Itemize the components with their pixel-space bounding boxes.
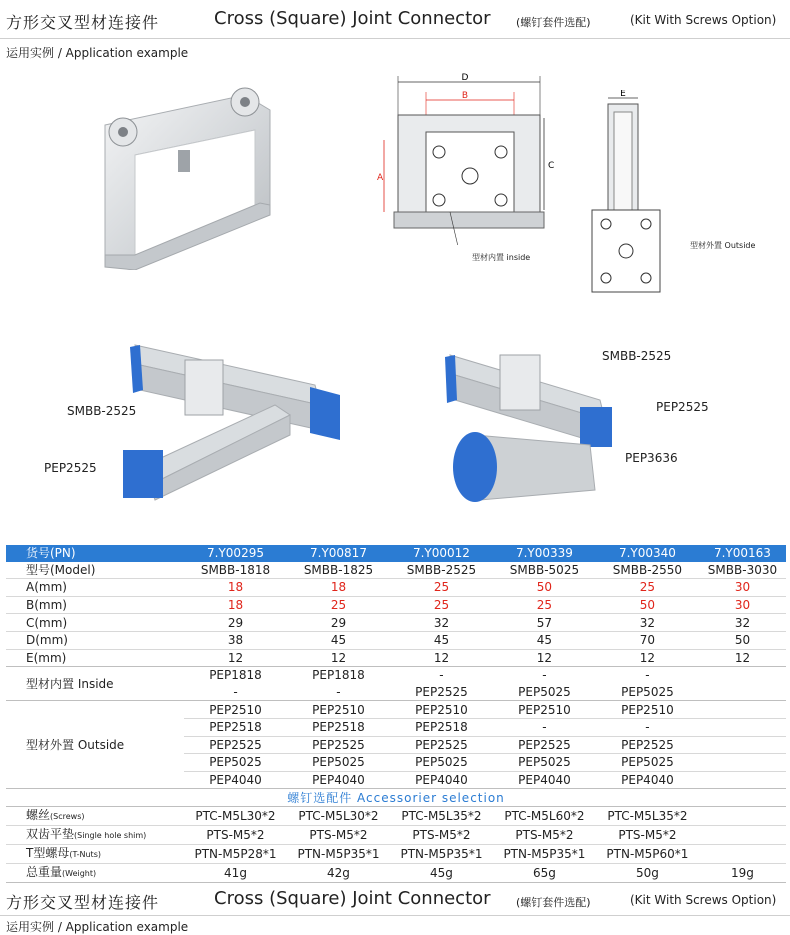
right-connector-label: SMBB-2525 [602,349,672,363]
table-cell: SMBB-3030 [699,562,786,579]
table-cell [699,684,786,701]
table-cell: 18 [184,579,287,597]
left-connector-label: SMBB-2525 [67,404,137,418]
footer-title-cn: 方形交叉型材连接件 [6,893,160,912]
table-row [6,579,786,597]
table-cell: 7.Y00340 [596,545,699,562]
table-cell: PEP1818 [312,668,365,683]
table-cell: 32 [390,614,493,632]
table-cell: PTC-M5L35*2 [596,806,699,825]
table-cell [699,667,786,684]
dim-c: C [548,161,555,171]
table-cell: PEP2518 [184,718,287,736]
table-cell: 45g [390,863,493,882]
table-cell: PEP4040 [493,771,596,789]
footer-application-caption: 运用实例 / Application example [6,920,189,934]
table-cell: 12 [596,649,699,667]
table-cell: PTN-M5P35*1 [287,844,390,863]
table-cell: PTN-M5P28*1 [184,844,287,863]
table-cell [699,754,786,772]
outside-label: 型材外置 Outside [6,701,184,789]
accessories-title: 螺钉选配件 Accessorier selection [6,789,786,807]
table-cell: PEP5025 [493,684,596,701]
table-cell: 50g [596,863,699,882]
table-cell: 45 [287,631,390,649]
table-cell: PTC-M5L30*2 [184,806,287,825]
right-cap2-label: PEP3636 [625,451,678,465]
table-cell: PEP5025 [493,754,596,772]
screws-label [6,806,184,825]
table-cell: 30 [699,596,786,614]
table-row [6,562,786,579]
table-row [6,825,786,844]
table-cell: SMBB-2550 [596,562,699,579]
table-cell: PEP2525 [596,736,699,754]
screws-label-en: (Screws) [50,811,85,821]
table-cell [699,844,786,863]
footer-option-en: (Kit With Screws Option) [630,893,777,907]
dim-d: D [461,73,469,83]
table-cell: 25 [287,596,390,614]
shim-label [6,825,184,844]
table-cell: 50 [699,631,786,649]
connector-photo [95,85,280,270]
table-cell: PTN-M5P35*1 [390,844,493,863]
shim-label-cn: 双齿平垫 [26,826,75,841]
table-cell: PTS-M5*2 [287,825,390,844]
table-row [6,806,786,825]
table-cell: 70 [596,631,699,649]
table-cell: - [287,684,390,701]
application-photo-left [105,335,345,505]
table-cell: 32 [699,614,786,632]
b-label: B(mm) [6,596,184,614]
table-cell: PTC-M5L35*2 [390,806,493,825]
weight-label [6,863,184,882]
table-cell: PEP5025 [287,754,390,772]
table-cell: 19g [699,863,786,882]
table-cell: 42g [287,863,390,882]
table-cell: 29 [287,614,390,632]
table-cell: SMBB-1825 [287,562,390,579]
table-row [6,701,786,719]
table-cell: PEP2518 [287,718,390,736]
table-row [6,631,786,649]
table-cell: - [596,718,699,736]
table-cell: PEP2518 [390,718,493,736]
table-cell: 25 [596,579,699,597]
table-cell: PEP5025 [596,684,699,701]
table-cell: PTS-M5*2 [184,825,287,844]
table-cell: - [493,718,596,736]
table-cell [699,736,786,754]
application-caption: 运用实例 / Application example [6,46,189,60]
table-cell: PEP2525 [390,736,493,754]
table-cell: PEP2525 [287,736,390,754]
table-cell: - [184,684,287,701]
title-cn: 方形交叉型材连接件 [6,13,160,32]
table-cell [699,771,786,789]
side-dimension-drawing [586,90,666,295]
a-label: A(mm) [6,579,184,597]
table-cell: - [439,668,444,683]
front-dimension-drawing [368,70,568,245]
table-cell: 7.Y00012 [390,545,493,562]
table-cell: PTN-M5P35*1 [493,844,596,863]
table-cell: PTS-M5*2 [596,825,699,844]
table-cell: 18 [184,596,287,614]
shim-label-en: (Single hole shim) [74,830,147,840]
option-en: (Kit With Screws Option) [630,13,777,27]
table-cell: PEP2525 [493,736,596,754]
table-cell: 29 [184,614,287,632]
table-cell: PEP4040 [390,771,493,789]
table-cell: PEP2525 [184,736,287,754]
tnut-label-en: (T-Nuts) [69,849,101,859]
table-cell: PEP2525 [390,684,493,701]
pn-label: 货号(PN) [6,545,184,562]
table-row [6,596,786,614]
table-cell: 25 [390,579,493,597]
table-cell: 41g [184,863,287,882]
table-cell: 32 [596,614,699,632]
table-cell: - [542,668,547,683]
table-cell: SMBB-2525 [390,562,493,579]
table-cell: PEP4040 [596,771,699,789]
table-cell: PEP2510 [596,701,699,719]
table-cell: 12 [493,649,596,667]
table-header-row [6,545,786,562]
table-cell: PEP5025 [184,754,287,772]
option-cn: (螺钉套件选配) [516,16,591,29]
table-cell [699,825,786,844]
table-cell: 12 [390,649,493,667]
table-cell: PEP2510 [390,701,493,719]
table-cell: 7.Y00817 [287,545,390,562]
footer-header [6,890,786,916]
table-cell: PEP5025 [596,754,699,772]
dim-e: E [620,90,626,99]
table-cell: PEP5025 [390,754,493,772]
e-label: E(mm) [6,649,184,667]
table-cell: 25 [390,596,493,614]
table-cell: 7.Y00339 [493,545,596,562]
title-en: Cross (Square) Joint Connector [214,8,491,29]
table-cell [699,718,786,736]
table-cell: 12 [184,649,287,667]
c-label: C(mm) [6,614,184,632]
table-cell: 65g [493,863,596,882]
table-cell: 18 [287,579,390,597]
table-cell: PEP1818 [209,668,262,683]
table-cell: 50 [493,579,596,597]
table-row [6,844,786,863]
table-cell: PTC-M5L30*2 [287,806,390,825]
table-cell: 12 [287,649,390,667]
table-cell: PEP2510 [493,701,596,719]
table-cell: PEP2510 [287,701,390,719]
table-cell: PEP4040 [184,771,287,789]
weight-label-en: (Weight) [62,868,97,878]
screws-label-cn: 螺丝 [26,807,51,822]
table-cell: SMBB-5025 [493,562,596,579]
dim-a: A [377,173,384,183]
model-label: 型号(Model) [6,562,184,579]
table-row [6,649,786,667]
table-cell [699,701,786,719]
table-cell: - [645,668,650,683]
right-cap-label: PEP2525 [656,400,709,414]
d-label: D(mm) [6,631,184,649]
table-cell: SMBB-1818 [184,562,287,579]
table-cell: PTS-M5*2 [390,825,493,844]
tnut-label-cn: T型螺母 [26,845,70,860]
page-header [6,10,786,36]
spec-table [6,545,786,883]
table-cell: PTS-M5*2 [493,825,596,844]
table-cell: 12 [699,649,786,667]
table-cell: 30 [699,579,786,597]
inside-label: 型材内置 Inside [6,667,184,701]
outside-caption: 型材外置 Outside [690,241,756,250]
table-cell: 50 [596,596,699,614]
weight-label-cn: 总重量 [26,864,63,879]
header-divider [0,38,790,39]
application-photo-right [430,335,620,505]
table-cell: 7.Y00163 [699,545,786,562]
table-cell: 57 [493,614,596,632]
table-row [6,667,786,684]
table-cell: 7.Y00295 [184,545,287,562]
table-cell [699,806,786,825]
dim-b: B [461,91,469,101]
table-cell: PTC-M5L60*2 [493,806,596,825]
footer-title-en: Cross (Square) Joint Connector [214,888,491,909]
footer-option-cn: (螺钉套件选配) [516,896,591,909]
table-row [6,863,786,882]
table-cell: PEP2510 [184,701,287,719]
accessories-title-row [6,789,786,807]
table-cell: 38 [184,631,287,649]
table-cell: 25 [493,596,596,614]
tnut-label [6,844,184,863]
footer-divider [0,915,790,916]
table-cell: 45 [493,631,596,649]
table-cell: PTN-M5P60*1 [596,844,699,863]
table-row [6,614,786,632]
inside-caption: 型材内置 inside [472,253,531,262]
table-cell: PEP4040 [287,771,390,789]
left-cap-label: PEP2525 [44,461,97,475]
table-cell: 45 [390,631,493,649]
